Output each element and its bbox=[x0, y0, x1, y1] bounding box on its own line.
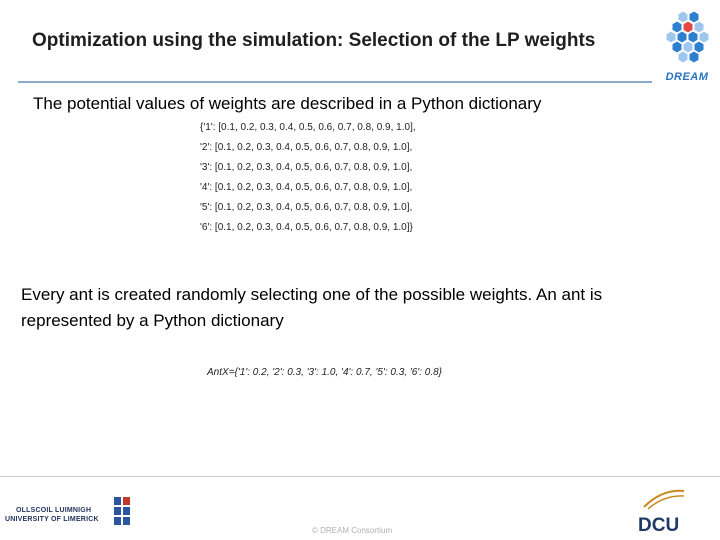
footer-divider bbox=[0, 476, 720, 477]
dictionary-line: '2': [0.1, 0.2, 0.3, 0.4, 0.5, 0.6, 0.7, 0.8, 0.9, 1.0], bbox=[200, 142, 413, 153]
university-crest-icon bbox=[114, 497, 130, 525]
dream-logo-text: DREAM bbox=[665, 71, 709, 83]
university-name-irish: OLLSCOIL LUIMNIGH bbox=[16, 507, 92, 514]
slide-title: Optimization using the simulation: Selection of the LP weights bbox=[32, 30, 596, 51]
ant-description: Every ant is created randomly selecting one of the possible weights. An ant is represented by a Python dictionary bbox=[21, 285, 603, 330]
dcu-logo-text: DCU bbox=[638, 515, 680, 535]
intro-text: The potential values of weights are described in a Python dictionary bbox=[33, 94, 542, 113]
dcu-logo bbox=[634, 487, 690, 535]
dictionary-line: '3': [0.1, 0.2, 0.3, 0.4, 0.5, 0.6, 0.7, 0.8, 0.9, 1.0], bbox=[200, 162, 413, 173]
ant-example: AntX={'1': 0.2, '2': 0.3, '3': 1.0, '4': 0.7, '5': 0.3, '6': 0.8} bbox=[207, 367, 443, 378]
dictionary-line: '4': [0.1, 0.2, 0.3, 0.4, 0.5, 0.6, 0.7, 0.8, 0.9, 1.0], bbox=[200, 182, 413, 193]
copyright-notice: © DREAM Consortium bbox=[312, 526, 393, 535]
university-name-english: UNIVERSITY OF LIMERICK bbox=[5, 516, 99, 523]
title-divider bbox=[18, 81, 652, 83]
dictionary-line: '6': [0.1, 0.2, 0.3, 0.4, 0.5, 0.6, 0.7, 0.8, 0.9, 1.0]} bbox=[200, 222, 413, 233]
dictionary-line: '5': [0.1, 0.2, 0.3, 0.4, 0.5, 0.6, 0.7, 0.8, 0.9, 1.0], bbox=[200, 202, 413, 213]
dictionary-line: {'1': [0.1, 0.2, 0.3, 0.4, 0.5, 0.6, 0.7, 0.8, 0.9, 1.0], bbox=[200, 122, 416, 133]
weights-dictionary bbox=[200, 118, 520, 238]
hexagon-cluster bbox=[666, 11, 709, 63]
